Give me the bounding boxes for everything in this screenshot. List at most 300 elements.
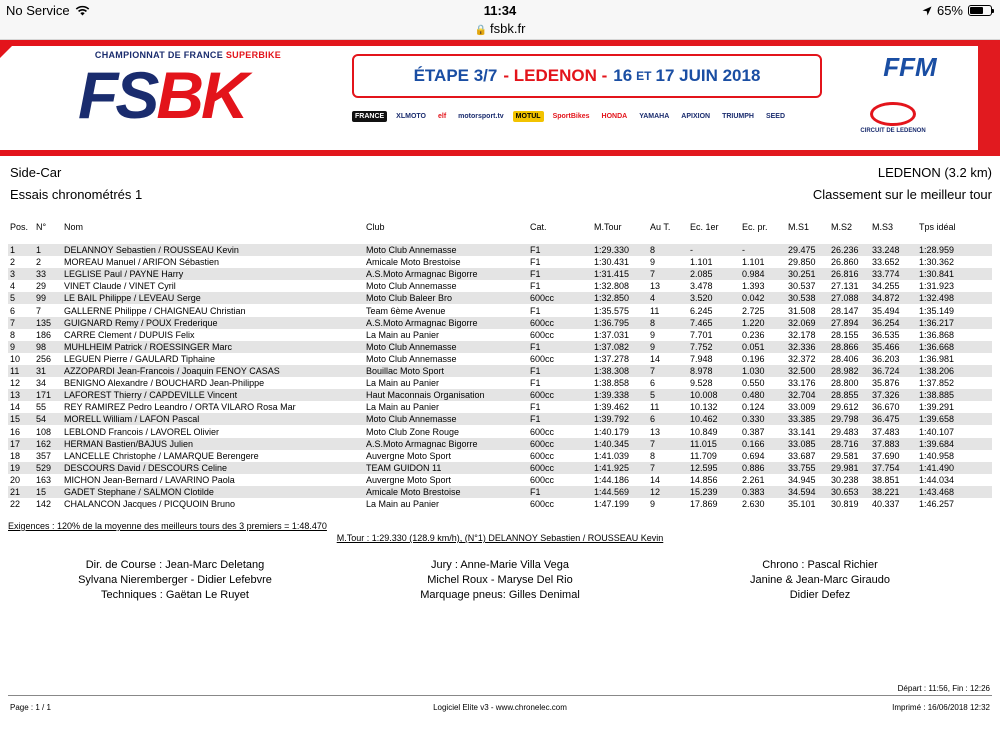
cell-ms1: 34.945 <box>788 474 816 485</box>
staff-center <box>380 558 620 603</box>
cell-ec1: 1.101 <box>690 257 713 268</box>
cell-ecpr: 2.725 <box>742 305 765 316</box>
cell-ec1: 10.849 <box>690 426 718 437</box>
table-row <box>8 280 992 292</box>
table-row <box>8 256 992 268</box>
cell-nom: VINET Claude / VINET Cyril <box>64 281 176 292</box>
cell-club: La Main au Panier <box>366 402 440 413</box>
cell-ms2: 28.800 <box>831 378 859 389</box>
cell-mtour: 1:38.308 <box>594 366 630 376</box>
cell-pos: 14 <box>10 402 21 413</box>
cell-ec1: 7.752 <box>690 341 713 352</box>
cell-club: A.S.Moto Armagnac Bigorre <box>366 438 478 449</box>
cell-cat: F1 <box>530 281 541 292</box>
cell-nom: AZZOPARDI Jean-Francois / Joaquin FENOY CASAS <box>64 366 280 376</box>
cell-num: 31 <box>36 366 47 376</box>
cell-ms2: 28.406 <box>831 353 859 364</box>
cell-mtour: 1:39.462 <box>594 402 630 413</box>
battery-percent: 65% <box>936 3 963 18</box>
cell-nom: LAFOREST Thierry / CAPDEVILLE Vincent <box>64 390 238 401</box>
cell-ecpr: 0.042 <box>742 293 765 304</box>
sponsor-logo: APIXION <box>681 112 711 120</box>
cell-ms1: 32.069 <box>788 317 816 328</box>
table-row <box>8 292 992 304</box>
cell-nom: MORELL William / LAFON Pascal <box>64 414 200 425</box>
cell-ecpr: 0.694 <box>742 450 765 461</box>
stage-number: ÉTAPE 3/7 <box>413 66 498 85</box>
cell-ec1: 7.701 <box>690 329 713 340</box>
cell-ec1: 11.709 <box>690 450 717 461</box>
cell-tps-ideal: 1:44.034 <box>919 474 955 485</box>
staff-line: Techniques : Gaëtan Le Ruyet <box>101 589 249 601</box>
cell-aut: 11 <box>650 305 660 316</box>
sponsor-logo: XLMOTO <box>396 112 426 120</box>
cell-pos: 12 <box>10 378 21 389</box>
cell-tps-ideal: 1:37.852 <box>919 378 955 389</box>
table-row <box>8 401 992 413</box>
cell-pos: 20 <box>10 474 21 485</box>
cell-cat: 600cc <box>530 293 555 304</box>
cell-nom: MUHLHEIM Patrick / ROESSINGER Marc <box>64 341 233 352</box>
staff-line: Jury : Anne-Marie Villa Vega <box>431 559 569 571</box>
cell-aut: 9 <box>650 329 656 340</box>
clock: 11:34 <box>483 3 517 18</box>
cell-ms2: 29.981 <box>831 462 859 473</box>
cell-cat: 600cc <box>530 462 555 473</box>
cell-ec1: 15.239 <box>690 487 718 497</box>
cell-tps-ideal: 1:39.684 <box>919 438 955 449</box>
category-label: Side-Car <box>10 165 62 180</box>
cell-ms3: 36.670 <box>872 402 900 413</box>
cell-club: Team 6ème Avenue <box>366 305 446 316</box>
cell-cat: F1 <box>530 269 541 280</box>
table-row <box>8 305 992 317</box>
cell-ecpr: 0.886 <box>742 462 765 473</box>
cell-num: 1 <box>36 245 42 255</box>
cell-club: A.S.Moto Armagnac Bigorre <box>366 317 478 328</box>
cell-ms1: 32.178 <box>788 329 816 340</box>
cell-cat: 600cc <box>530 438 555 449</box>
cell-ec1: 10.008 <box>690 390 718 401</box>
cell-nom: GADET Stephane / SALMON Clotilde <box>64 487 214 497</box>
cell-ecpr: 0.330 <box>742 414 765 425</box>
cell-ec1: - <box>690 245 693 255</box>
cell-ec1: 7.948 <box>690 353 713 364</box>
staff-line: Sylvana Nieremberger - Didier Lefebvre <box>78 574 272 586</box>
cell-ec1: 3.478 <box>690 281 713 292</box>
cell-aut: 4 <box>650 293 656 304</box>
cell-ms1: 33.687 <box>788 450 816 461</box>
cell-ec1: 14.856 <box>690 474 718 485</box>
event-banner <box>0 40 1000 156</box>
cell-mtour: 1:35.575 <box>594 305 630 316</box>
col-ms2: M.S2 <box>831 222 853 232</box>
cell-ecpr: 0.196 <box>742 353 765 364</box>
cell-nom: LE BAIL Philippe / LEVEAU Serge <box>64 293 201 304</box>
cell-nom: MICHON Jean-Bernard / LAVARINO Paola <box>64 474 235 485</box>
cell-ms2: 30.819 <box>831 499 859 510</box>
address-bar[interactable] <box>0 20 1000 40</box>
cell-pos: 16 <box>10 426 21 437</box>
cell-ms3: 37.690 <box>872 450 900 461</box>
cell-ms2: 26.236 <box>831 245 859 255</box>
table-row <box>8 377 992 389</box>
sponsor-logo: MOTUL <box>513 111 544 122</box>
cell-ms1: 32.336 <box>788 341 816 352</box>
cell-mtour: 1:30.431 <box>594 257 630 268</box>
cell-ms1: 33.009 <box>788 402 816 413</box>
cell-mtour: 1:39.338 <box>594 390 630 401</box>
cell-ms1: 35.101 <box>788 499 816 510</box>
cell-ms2: 28.155 <box>831 329 859 340</box>
table-row <box>8 244 992 256</box>
cell-club: Bouillac Moto Sport <box>366 366 445 376</box>
cell-tps-ideal: 1:41.490 <box>919 462 955 473</box>
sponsor-logo: SEED <box>765 112 786 120</box>
cell-cat: 600cc <box>530 317 555 328</box>
staff-line: Dir. de Course : Jean-Marc Deletang <box>85 559 265 571</box>
table-row <box>8 450 992 462</box>
col-ms3: M.S3 <box>872 222 894 232</box>
cell-nom: REY RAMIREZ Pedro Leandro / ORTA VILARO Rosa Mar <box>64 402 296 413</box>
table-row <box>8 317 992 329</box>
cell-pos: 15 <box>10 414 21 425</box>
cell-nom: LEGLISE Paul / PAYNE Harry <box>64 269 184 280</box>
col-aut: Au T. <box>650 222 671 232</box>
sponsor-logo: motorsport.tv <box>458 112 504 120</box>
cell-tps-ideal: 1:39.291 <box>919 402 955 413</box>
col-nom: Nom <box>64 222 84 232</box>
cell-mtour: 1:44.186 <box>594 474 630 485</box>
cell-ms2: 28.855 <box>831 390 859 401</box>
cell-pos: 11 <box>10 366 20 376</box>
logo-text-fs: FS <box>78 58 157 132</box>
cell-tps-ideal: 1:46.257 <box>919 499 955 510</box>
cell-pos: 13 <box>10 390 21 401</box>
table-row <box>8 462 992 474</box>
cell-aut: 6 <box>650 414 656 425</box>
cell-ms2: 29.612 <box>831 402 859 413</box>
cell-cat: F1 <box>530 341 541 352</box>
cell-num: 256 <box>36 353 52 364</box>
cell-pos: 7 <box>10 317 16 328</box>
col-num: N° <box>36 222 47 232</box>
page-number: Page : 1 / 1 <box>10 703 51 712</box>
cell-cat: 600cc <box>530 390 555 401</box>
cell-ms2: 28.147 <box>831 305 859 316</box>
session-label: Essais chronométrés 1 <box>10 187 143 202</box>
staff-right <box>710 558 930 603</box>
cell-club: Moto Club Annemasse <box>366 245 457 255</box>
cell-ms3: 36.535 <box>872 329 900 340</box>
logo-subtitle: CHAMPIONNAT DE FRANCE <box>94 50 224 60</box>
cell-club: La Main au Panier <box>366 378 440 389</box>
cell-ec1: 8.978 <box>690 366 713 376</box>
cell-aut: 9 <box>650 499 656 510</box>
cell-ecpr: 1.220 <box>742 317 765 328</box>
cell-ms3: 37.326 <box>872 390 900 401</box>
col-mtour: M.Tour <box>594 222 622 232</box>
cell-ms1: 33.385 <box>788 414 816 425</box>
cell-club: Auvergne Moto Sport <box>366 450 452 461</box>
circuit-logo: CIRCUIT DE LEDENON <box>858 100 928 140</box>
cell-ec1: 11.015 <box>690 438 717 449</box>
cell-aut: 7 <box>650 269 656 280</box>
cell-ecpr: 0.984 <box>742 269 765 280</box>
cell-cat: F1 <box>530 245 541 255</box>
cell-ms2: 27.088 <box>831 293 859 304</box>
cell-nom: LEGUEN Pierre / GAULARD Tiphaine <box>64 353 216 364</box>
cell-num: 33 <box>36 269 47 280</box>
cell-pos: 4 <box>10 281 16 292</box>
ffm-logo: FFM <box>883 52 937 82</box>
cell-cat: 600cc <box>530 450 555 461</box>
cell-num: 108 <box>36 426 52 437</box>
cell-aut: 11 <box>650 402 660 413</box>
cell-pos: 5 <box>10 293 16 304</box>
start-end-time: Départ : 11:56, Fin : 12:26 <box>897 684 990 693</box>
cell-ms3: 36.203 <box>872 353 900 364</box>
cell-num: 529 <box>36 462 52 473</box>
cell-nom: BENIGNO Alexandre / BOUCHARD Jean-Philippe <box>64 378 265 389</box>
cell-cat: 600cc <box>530 426 555 437</box>
cell-aut: 13 <box>650 281 661 292</box>
cell-ms1: 32.704 <box>788 390 816 401</box>
cell-ms2: 28.866 <box>831 341 859 352</box>
cell-club: Amicale Moto Brestoise <box>366 257 461 268</box>
cell-ecpr: 0.166 <box>742 438 765 449</box>
cell-ms2: 29.483 <box>831 426 859 437</box>
cell-cat: F1 <box>530 402 541 413</box>
cell-ec1: 9.528 <box>690 378 713 389</box>
table-row <box>8 474 992 486</box>
cell-ms3: 36.475 <box>872 414 900 425</box>
print-date: Imprimé : 16/06/2018 12:32 <box>892 703 990 712</box>
cell-tps-ideal: 1:31.923 <box>919 281 955 292</box>
cell-ms1: 33.176 <box>788 378 816 389</box>
cell-tps-ideal: 1:40.107 <box>919 426 955 437</box>
cell-tps-ideal: 1:38.206 <box>919 366 955 376</box>
cell-ms3: 37.754 <box>872 462 900 473</box>
cell-aut: 14 <box>650 474 661 485</box>
cell-ec1: 3.520 <box>690 293 713 304</box>
stage-date: 17 JUIN 2018 <box>655 66 761 85</box>
cell-pos: 2 <box>10 257 16 268</box>
cell-tps-ideal: 1:36.981 <box>919 353 955 364</box>
col-ec1: Ec. 1er <box>690 222 719 232</box>
cell-ecpr: 2.261 <box>742 474 765 485</box>
cell-ecpr: 0.124 <box>742 402 765 413</box>
location-arrow-icon <box>922 6 932 16</box>
cell-num: 171 <box>36 390 52 401</box>
cell-club: Haut Maconnais Organisation <box>366 390 485 401</box>
cell-pos: 22 <box>10 499 21 510</box>
col-club: Club <box>366 222 385 232</box>
cell-ec1: 10.462 <box>690 414 718 425</box>
cell-ec1: 6.245 <box>690 305 713 316</box>
cell-pos: 19 <box>10 462 21 473</box>
cell-pos: 9 <box>10 341 16 352</box>
cell-club: TEAM GUIDON 11 <box>366 462 442 473</box>
cell-club: Moto Club Annemasse <box>366 281 457 292</box>
track-label: LEDENON (3.2 km) <box>877 165 992 180</box>
cell-ms2: 27.894 <box>831 317 859 328</box>
col-ms1: M.S1 <box>788 222 810 232</box>
cell-ms2: 30.653 <box>831 487 859 497</box>
cell-club: Auvergne Moto Sport <box>366 474 452 485</box>
sponsor-logo: HONDA <box>601 112 628 120</box>
cell-club: La Main au Panier <box>366 329 440 340</box>
cell-mtour: 1:32.850 <box>594 293 630 304</box>
cell-ecpr: 0.387 <box>742 426 765 437</box>
cell-ms3: 38.221 <box>872 487 900 497</box>
ranking-label: Classement sur le meilleur tour <box>812 187 992 202</box>
cell-nom: LANCELLE Christophe / LAMARQUE Berengere <box>64 450 259 461</box>
cell-ms1: 34.594 <box>788 487 816 497</box>
cell-aut: 8 <box>650 245 656 255</box>
cell-ms2: 30.238 <box>831 474 859 485</box>
cell-aut: 9 <box>650 257 656 268</box>
cell-club: A.S.Moto Armagnac Bigorre <box>366 269 478 280</box>
cell-ec1: 10.132 <box>690 402 718 413</box>
cell-tps-ideal: 1:43.468 <box>919 487 955 497</box>
cell-nom: DESCOURS David / DESCOURS Celine <box>64 462 228 473</box>
cell-club: Moto Club Annemasse <box>366 341 457 352</box>
cell-tps-ideal: 1:30.841 <box>919 269 955 280</box>
cell-ms3: 34.255 <box>872 281 900 292</box>
cell-ms3: 33.774 <box>872 269 900 280</box>
cell-mtour: 1:29.330 <box>594 245 630 255</box>
cell-ec1: 7.465 <box>690 317 713 328</box>
cell-pos: 17 <box>10 438 21 449</box>
cell-ecpr: 2.630 <box>742 499 765 510</box>
cell-pos: 10 <box>10 353 21 364</box>
cell-ms1: 33.141 <box>788 426 816 437</box>
staff-line: Michel Roux - Maryse Del Rio <box>427 574 573 586</box>
cell-tps-ideal: 1:39.658 <box>919 414 955 425</box>
cell-num: 98 <box>36 341 47 352</box>
cell-tps-ideal: 1:38.885 <box>919 390 955 401</box>
battery-icon <box>968 5 992 16</box>
cell-ms3: 40.337 <box>872 499 900 510</box>
table-row <box>8 389 992 401</box>
cell-ms1: 29.475 <box>788 245 816 255</box>
best-lap-note: M.Tour : 1:29.330 (128.9 km/h), (N°1) DELANNOY Sebastien / ROUSSEAU Kevin <box>336 533 664 543</box>
cell-ms1: 32.372 <box>788 353 816 364</box>
cell-ms2: 28.982 <box>831 366 859 376</box>
staff-line: Chrono : Pascal Richier <box>762 559 878 571</box>
cell-cat: 600cc <box>530 474 555 485</box>
cell-num: 29 <box>36 281 47 292</box>
cell-num: 135 <box>36 317 52 328</box>
cell-pos: 21 <box>10 487 21 497</box>
cell-ecpr: 0.480 <box>742 390 765 401</box>
cell-aut: 8 <box>650 450 656 461</box>
cell-cat: F1 <box>530 414 541 425</box>
cell-nom: CHALANCON Jacques / PICQUOIN Bruno <box>64 499 236 510</box>
lock-icon: 🔒 <box>474 25 488 36</box>
cell-mtour: 1:40.179 <box>594 426 630 437</box>
cell-pos: 8 <box>10 329 16 340</box>
cell-aut: 14 <box>650 353 661 364</box>
cell-ms2: 26.860 <box>831 257 859 268</box>
cell-cat: F1 <box>530 487 541 497</box>
table-header <box>8 221 992 233</box>
cell-pos: 18 <box>10 450 21 461</box>
sponsor-logo: YAMAHA <box>639 112 670 120</box>
table-row <box>8 329 992 341</box>
cell-tps-ideal: 1:36.868 <box>919 329 955 340</box>
cell-ms3: 37.883 <box>872 438 900 449</box>
cell-ms2: 29.581 <box>831 450 859 461</box>
col-tps-ideal: Tps idéal <box>919 222 956 232</box>
cell-ms1: 30.537 <box>788 281 816 292</box>
cell-mtour: 1:37.082 <box>594 341 630 352</box>
cell-ms2: 27.131 <box>831 281 859 292</box>
cell-ecpr: 0.383 <box>742 487 765 497</box>
cell-ms2: 29.798 <box>831 414 859 425</box>
cell-num: 55 <box>36 402 47 413</box>
table-row <box>8 353 992 365</box>
cell-nom: MOREAU Manuel / ARIFON Sébastien <box>64 257 220 268</box>
cell-mtour: 1:41.039 <box>594 450 630 461</box>
col-pos: Pos. <box>10 222 29 232</box>
table-row <box>8 268 992 280</box>
cell-nom: DELANNOY Sebastien / ROUSSEAU Kevin <box>64 245 239 255</box>
cell-mtour: 1:31.415 <box>594 269 630 280</box>
cell-pos: 3 <box>10 269 16 280</box>
staff-line: Janine & Jean-Marc Giraudo <box>749 574 890 586</box>
cell-mtour: 1:37.031 <box>594 329 630 340</box>
table-row <box>8 498 992 510</box>
cell-ms3: 36.724 <box>872 366 900 376</box>
cell-cat: 600cc <box>530 329 555 340</box>
table-row <box>8 413 992 425</box>
logo-subtitle-superbike: SUPERBIKE <box>225 50 282 60</box>
cell-num: 163 <box>36 474 52 485</box>
cell-ms3: 35.466 <box>872 341 900 352</box>
cell-tps-ideal: 1:32.498 <box>919 293 955 304</box>
stage-day: 16 <box>613 66 633 85</box>
cell-mtour: 1:44.569 <box>594 487 630 497</box>
carrier-label: No Service <box>6 3 70 18</box>
table-row <box>8 438 992 450</box>
cell-ms2: 26.816 <box>831 269 859 280</box>
url-text: fsbk.fr <box>490 21 526 36</box>
cell-aut: 7 <box>650 438 656 449</box>
cell-ms3: 34.872 <box>872 293 900 304</box>
cell-aut: 9 <box>650 341 656 352</box>
cell-nom: HERMAN Bastien/BAJUS Julien <box>64 438 194 449</box>
cell-ecpr: - <box>742 245 745 255</box>
cell-nom: GALLERNE Philippe / CHAIGNEAU Christian <box>64 305 246 316</box>
col-cat: Cat. <box>530 222 547 232</box>
cell-mtour: 1:40.345 <box>594 438 630 449</box>
cell-cat: F1 <box>530 257 541 268</box>
cell-nom: LEBLOND Francois / LAVOREL Olivier <box>64 426 220 437</box>
cell-club: Amicale Moto Brestoise <box>366 487 461 497</box>
cell-ms1: 29.850 <box>788 257 816 268</box>
cell-nom: CARRE Clement / DUPUIS Felix <box>64 329 195 340</box>
cell-mtour: 1:41.925 <box>594 462 630 473</box>
stage-and: ET <box>636 69 652 83</box>
cell-club: Moto Club Annemasse <box>366 353 457 364</box>
table-row <box>8 486 992 498</box>
sponsor-logo: FRANCE <box>352 111 387 122</box>
cell-ecpr: 1.030 <box>742 366 765 376</box>
cell-ms3: 36.254 <box>872 317 900 328</box>
fsbk-logo <box>50 50 350 146</box>
